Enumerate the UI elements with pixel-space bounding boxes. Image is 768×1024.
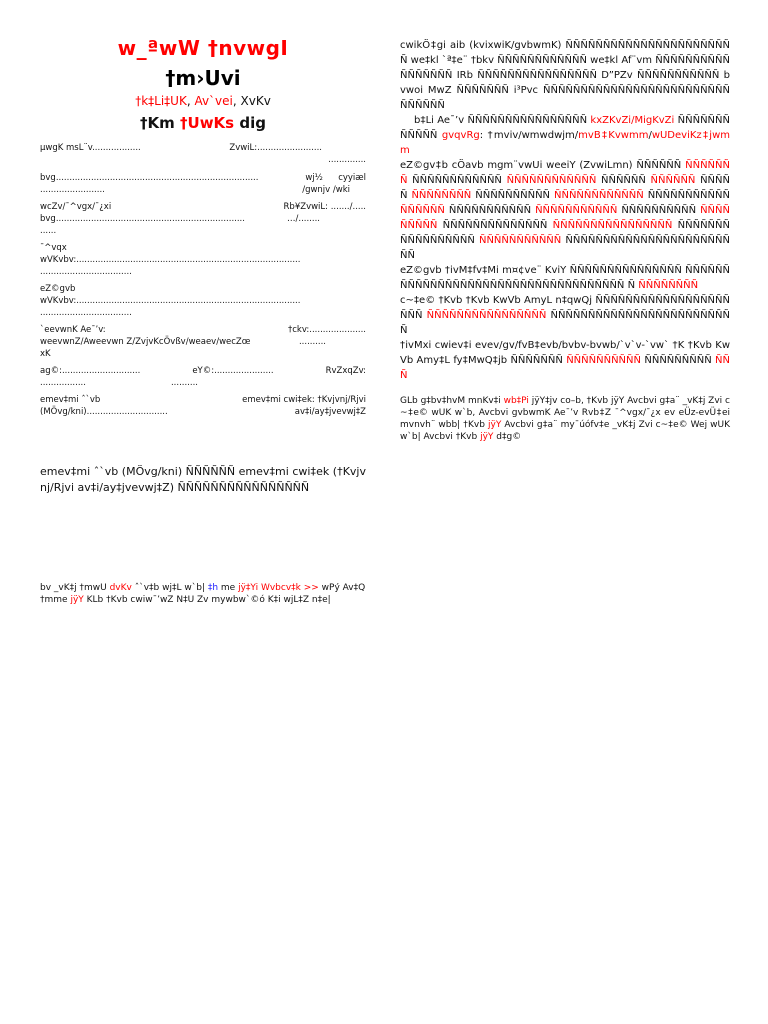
past-text-a: c~‡e© †Kvb †Kvb KwVb AmyL n‡qwQj ÑÑÑÑÑÑÑÑÑÑÑÑÑÑÑÑÑÑÑÑÑ (400, 295, 730, 321)
marital-label: `eevwnK Ae¯’v: (40, 325, 106, 335)
marital-options[interactable]: weevwnZ/Aweevwn Z/ZvjvKcÖvßv/weaev/wecZœ (40, 337, 251, 347)
footer-part-3: ˆ`v‡b wj‡L w`b| (131, 583, 208, 593)
footer-part-5: me (218, 583, 239, 593)
family-text-b: ÑÑÑÑÑÑÑÑÑÑ (566, 355, 641, 366)
permanent-address-cont: .................................. (40, 267, 132, 277)
footer-part-1: bv _vK‡j †mwU (40, 583, 110, 593)
nail-text-7: / (648, 130, 652, 141)
work-habits-paragraph: cwikÖ‡gi aib (kvixwiK/gvbwmK) ÑÑÑÑÑÑÑÑÑÑÑÑÑÑÑÑÑÑÑÑÑÑÑ we‡kl `ª‡e¨ †bkv ÑÑÑÑÑÑÑÑÑÑÑÑ we‡kl Af¨vm ÑÑÑÑÑÑÑÑÑÑÑÑÑÑÑÑÑ IRb ÑÑÑÑÑÑÑÑÑÑÑÑÑÑÑÑ D”PZv ÑÑÑÑÑÑÑÑÑÑÑ bvwoi MwZ ÑÑÑÑÑÑÑ i³Pvc ÑÑÑÑÑÑÑÑÑÑÑÑÑÑÑÑÑÑÑÑÑÑÑÑÑÑÑÑÑÑÑ (400, 40, 730, 111)
nail-text-4: gvqvRg (441, 130, 480, 141)
nail-text-1: b‡Li Ae¯’v ÑÑÑÑÑÑÑÑÑÑÑÑÑÑÑÑ (414, 115, 591, 126)
address-sep-1: , (186, 94, 195, 108)
problem-text-d: ÑÑÑÑÑÑÑÑÑÑÑÑ (506, 175, 597, 186)
permanent-label: ¯^vqx (40, 243, 67, 253)
form-title-part-3: dig (234, 114, 266, 132)
name-field-cont: ........................ (40, 185, 105, 195)
nail-text-3: ÑÑÑÑÑÑÑÑÑÑÑÑ (400, 115, 730, 141)
instr-text-g: d‡g© (493, 432, 522, 442)
date-field-cont: .............. (328, 155, 366, 165)
present-address-cont: .................................. (40, 308, 132, 318)
problem-text-s: ÑÑÑÑÑÑÑÑÑÑÑÑÑÑÑÑÑ (400, 220, 730, 246)
present-label: eZ©gvb (40, 284, 76, 294)
form-title-part-2: †UwKs (180, 114, 235, 132)
religion-field[interactable]: ag©:............................. (40, 366, 141, 376)
footer-part-4: ‡h (207, 583, 219, 593)
birthdate-field[interactable]: Rb¥ZvwiL: ......./..... (283, 202, 366, 212)
serial-field[interactable]: µwgK msL¨v.................. (40, 143, 141, 153)
religion-dots: ................. (40, 378, 86, 388)
problem-text-n: ÑÑÑÑÑÑÑÑÑÑÑ (535, 205, 618, 216)
family-history-paragraph (400, 338, 730, 383)
problem-text-c: ÑÑÑÑÑÑÑÑÑÑÑÑ (407, 175, 507, 186)
family-text-c: ÑÑÑÑÑÑÑÑÑ (641, 355, 716, 366)
birthdate-field-cont: …/........ (287, 214, 320, 224)
male-option[interactable]: cyyiæl (338, 173, 366, 183)
problem-text-j: ÑÑÑÑÑÑÑÑÑÑÑÑ (553, 190, 644, 201)
problem-text-b: ÑÑÑÑÑÑÑ (400, 160, 730, 186)
instr-text-d: jÿY (488, 420, 502, 430)
problem-text-f: ÑÑÑÑÑÑ (650, 175, 696, 186)
problem-text-q: ÑÑÑÑÑÑÑÑÑÑÑÑÑÑ (437, 220, 553, 231)
past-text-b: ÑÑÑÑÑÑÑÑÑÑÑÑÑÑÑÑ (426, 310, 547, 321)
address-sep-2: , XvKv (232, 94, 271, 108)
nail-text-6: mvB‡Kvwmm (578, 130, 649, 141)
family-text-a: †ivMxi cwiev‡i evev/gv/fvB‡evb/bvbv-bvwb/`v`v-`vw` †K †Kvb KwVb Amy‡L fy‡MwQ‡jb ÑÑÑÑÑÑÑ (400, 340, 730, 366)
symptoms-instructions (400, 395, 730, 443)
marital-cont: xK (40, 349, 51, 359)
instr-text-c: jÿY‡jv co–b, †Kvb jÿY Avcbvi g‡a¨ _vK‡j Zvi c~‡e© wUK w`b, Avcbvi gvbwmK Ae¯’v Rvb‡Z ¯^vgx/¯¿x ev eÜz-evÜ‡ei mvnvh¨ wbb| †Kvb (400, 396, 730, 430)
left-column (40, 36, 366, 418)
nail-condition-paragraph (400, 113, 730, 158)
main-problem-paragraph (400, 158, 730, 263)
problem-text-o: ÑÑÑÑÑÑÑÑÑÑ (617, 205, 701, 216)
residence-label: emev‡mi ˆ`vb (40, 395, 101, 405)
problem-text-l: ÑÑÑÑÑÑ (400, 205, 445, 216)
problem-text-a: eZ©gv‡b cÖavb mgm¨vwUi weeiY (ZvwiLmn) ÑÑÑÑÑÑ (400, 160, 686, 171)
cause-text-b: ÑÑÑÑÑÑÑÑ (638, 280, 699, 291)
problem-text-m: ÑÑÑÑÑÑÑÑÑÑÑ (444, 205, 536, 216)
family-text-d: ÑÑÑ (400, 355, 731, 381)
marital-dots: .......... (298, 337, 326, 347)
problem-text-e: ÑÑÑÑÑÑ (596, 175, 651, 186)
cause-text-a: eZ©gvb †ivM‡fv‡Mi m¤¢ve¨ KviY ÑÑÑÑÑÑÑÑÑÑÑÑÑÑÑ ÑÑÑÑÑÑÑÑÑÑÑÑÑÑÑÑÑÑÑÑÑÑÑÑÑÑÑÑÑÑÑÑÑÑÑÑ Ñ (400, 265, 730, 291)
environment-label: emev‡mi cwi‡ek: †Kvjvnj/Rjvi (242, 395, 366, 405)
permanent-address-field[interactable]: wVKvbv:................................................................................... (40, 255, 301, 265)
address-line (40, 94, 366, 108)
instr-text-f: jÿY (480, 432, 494, 442)
environment-options[interactable]: av‡i/ay‡jvevwj‡Z (294, 407, 366, 417)
guardian-name-field[interactable]: bvg...................................................................... (40, 214, 245, 224)
name-field[interactable]: bvg........................................................................... (40, 173, 259, 183)
footer-part-8: jÿY (70, 595, 84, 605)
footer-note (40, 582, 370, 606)
instr-text-e: Avcbvi g‡a¨ my¯úófv‡e _vK‡j Zvi c~‡e© Wej wUK w`b| Avcbvi †Kvb (400, 420, 731, 442)
footer-part-6: jÿ‡Yi Wvbcv‡k >> (238, 583, 319, 593)
form-fields (40, 142, 366, 418)
nail-text-5: : †mviv/wmwdwjm/ (479, 130, 579, 141)
form-title-part-1: †Km (140, 114, 181, 132)
address-part-1: †k‡Li‡UK (135, 94, 187, 108)
nail-text-8: wUDeviKz‡jwmm (400, 130, 730, 156)
possible-cause-paragraph (400, 263, 730, 293)
nail-text-2: kxZKvZi/MigKvZi (590, 115, 675, 126)
residence-paragraph: emev‡mi ˆ`vb (MÖvg/kni) ÑÑÑÑÑÑ emev‡mi cwi‡ek (†Kvjvnj/Rjvi av‡i/ay‡jvevwj‡Z) ÑÑÑÑÑÑÑÑÑÑÑÑÑÑÑÑ (40, 465, 366, 494)
gender-options[interactable]: /gwnjv /wki (302, 185, 350, 195)
problem-text-u: ÑÑÑÑÑÑÑÑÑÑÑÑÑÑÑÑÑÑÑÑÑÑÑÑ (400, 235, 730, 261)
problem-text-r: ÑÑÑÑÑÑÑÑÑÑÑÑÑÑÑÑ (552, 220, 673, 231)
problem-text-i: ÑÑÑÑÑÑÑÑÑÑ (471, 190, 554, 201)
footer-part-2: dvKv (109, 583, 132, 593)
occupation-field[interactable]: †ckv:..................... (287, 325, 366, 335)
sex-label: wj½ (305, 173, 323, 183)
past-text-c: ÑÑÑÑÑÑÑÑÑÑÑÑÑÑÑÑÑÑÑÑÑÑÑÑÑ (400, 310, 730, 336)
problem-text-g: ÑÑÑÑÑ (400, 175, 730, 201)
problem-text-t: ÑÑÑÑÑÑÑÑÑÑÑ (478, 235, 562, 246)
guardian-label: wcZv/¯^vgx/¯¿xi (40, 202, 112, 212)
footer-part-7: wPý Av‡Q †mme (40, 583, 366, 605)
clinic-title: w_ªwW †nvwgI (117, 36, 289, 60)
residence-field[interactable]: (MÖvg/kni).............................. (40, 407, 168, 417)
caste-dots: .......... (170, 378, 198, 388)
past-illness-paragraph (400, 293, 730, 338)
guardian-dots: ...... (40, 226, 57, 236)
instr-text-a: GLb g‡bv‡hvM mnKv‡i (400, 396, 504, 406)
problem-text-k: ÑÑÑÑÑÑÑÑÑÑÑ (643, 190, 730, 201)
center-title: †m›Uvi (165, 66, 241, 90)
caste-field[interactable]: eY©:...................... (192, 366, 274, 376)
nationality-label: RvZxqZv: (325, 366, 366, 376)
instr-text-b: wb‡Pi (503, 396, 529, 406)
address-part-2: Av`vei (194, 94, 233, 108)
date-field[interactable]: ZvwiL:........................ (229, 143, 322, 153)
right-column (400, 38, 730, 443)
footer-part-9: KLb †Kvb cwiw¯’wZ N‡U Zv mywbw`©ó K‡i wjL‡Z n‡e| (83, 595, 331, 605)
present-address-field[interactable]: wVKvbv:................................................................................... (40, 296, 301, 306)
problem-text-p: ÑÑÑÑÑÑÑÑÑ (400, 205, 730, 231)
form-title (40, 114, 366, 132)
problem-text-h: ÑÑÑÑÑÑÑÑ (411, 190, 472, 201)
